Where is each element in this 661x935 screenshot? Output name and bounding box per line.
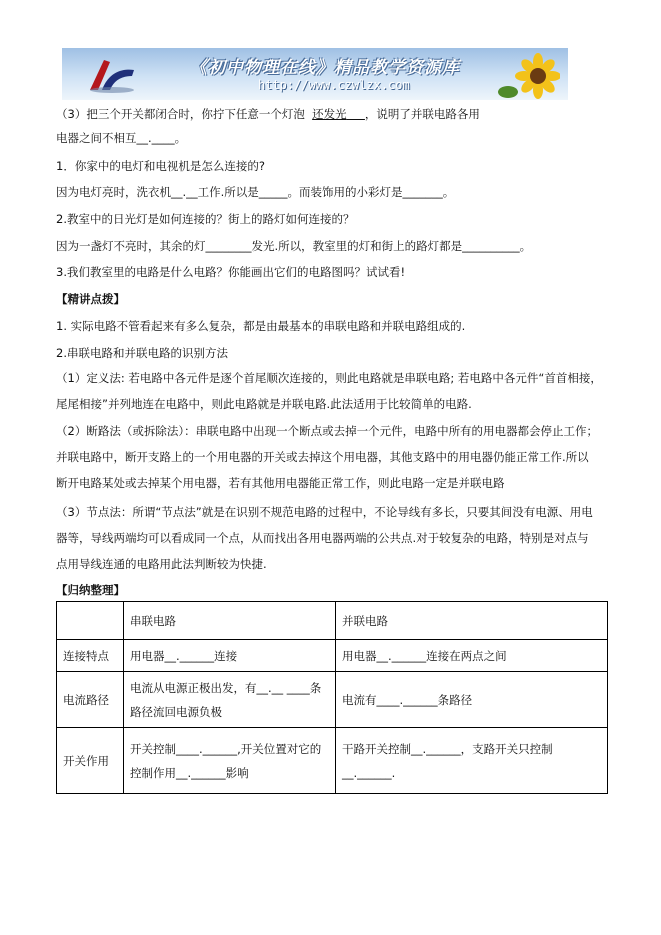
answer-2: 因为一盏灯不亮时，其余的灯________发光.所以，教室里的灯和街上的路灯都是__________。 xyxy=(56,239,532,253)
paragraph-line: （2）断路法（或拆除法）：串联电路中出现一个断点或去掉一个元件，电路中所有的用电器都会停止工作； xyxy=(56,424,599,438)
paragraph-line: 尾尾相接”并列地连在电路中，则此电路就是并联电路.此法适用于比较简单的电路. xyxy=(56,397,472,411)
series-cell: 电流从电源正极出发，有__.__ ____条路径流回电源负极 xyxy=(124,672,336,728)
paragraph-line: 器等，导线两端均可以看成同一个点，从而找出各用电器两端的公共点.对于较复杂的电路，特别是对点与 xyxy=(56,531,589,545)
series-cell: 开关控制____.______,开关位置对它的控制作用__.______影响 xyxy=(124,728,336,794)
table-row xyxy=(57,672,608,728)
section-heading: 【归纳整理】 xyxy=(56,583,125,597)
paragraph-line: 并联电路中，断开支路上的一个用电器的开关或去掉这个用电器，其他支路中的用电器仍能正常工作.所以 xyxy=(56,450,589,464)
question-2: 2.教室中的日光灯是如何连接的？街上的路灯如何连接的？ xyxy=(56,212,355,226)
table-header-cell xyxy=(57,602,124,640)
summary-table xyxy=(56,601,608,794)
paragraph-line: 点用导线连通的电路用此法判断较为快捷. xyxy=(56,557,267,571)
answer-blank: 还发光 xyxy=(312,107,347,121)
parallel-cell: 干路开关控制__.______，支路开关只控制__.______. xyxy=(336,728,608,794)
table-row xyxy=(57,728,608,794)
series-cell: 用电器__.______连接 xyxy=(124,640,336,672)
header-banner xyxy=(62,48,568,100)
parallel-cell: 用电器__.______连接在两点之间 xyxy=(336,640,608,672)
parallel-cell: 电流有____.______条路径 xyxy=(336,672,608,728)
site-logo-icon xyxy=(84,54,140,96)
banner-title: 《初中物理在线》精品教学资源库 xyxy=(190,58,460,78)
table-header-row xyxy=(57,602,608,640)
table-header-cell: 串联电路 xyxy=(124,602,336,640)
table-row xyxy=(57,640,608,672)
question-3: 3.我们教室里的电路是什么电路？你能画出它们的电路图吗？试试看! xyxy=(56,265,406,279)
banner-url: http://www.czwlzx.com xyxy=(258,78,410,92)
paragraph-line: 1. 实际电路不管看起来有多么复杂，都是由最基本的串联电路和并联电路组成的. xyxy=(56,319,466,333)
row-label: 开关作用 xyxy=(57,728,124,794)
paragraph-line: （3）节点法：所谓“节点法”就是在识别不规范电路的过程中，不论导线有多长，只要其间没有电源、用电 xyxy=(56,505,593,519)
section-heading: 【精讲点拨】 xyxy=(56,292,125,306)
sunflower-icon xyxy=(498,52,560,100)
row-label: 电流路径 xyxy=(57,672,124,728)
paragraph-line: （1）定义法: 若电路中各元件是逐个首尾顺次连接的，则此电路就是串联电路; 若电路中各元件“首首相接， xyxy=(56,371,602,385)
paragraph-line: 断开电路某处或去掉某个用电器，若有其他用电器能正常工作，则此电路一定是并联电路 xyxy=(56,476,505,490)
question-1: 1．你家中的电灯和电视机是怎么连接的? xyxy=(56,159,265,173)
answer-1: 因为电灯亮时，洗衣机__.__工作.所以是_____。而装饰用的小彩灯是_______。 xyxy=(56,185,455,199)
paragraph-line: （3）把三个开关都闭合时，你拧下任意一个灯泡 还发光 ，说明了并联电路各用 xyxy=(56,107,480,121)
table-header-cell: 并联电路 xyxy=(336,602,608,640)
paragraph-line: 电器之间不相互__.____。 xyxy=(56,131,187,145)
paragraph-line: 2.串联电路和并联电路的识别方法 xyxy=(56,346,228,360)
row-label: 连接特点 xyxy=(57,640,124,672)
